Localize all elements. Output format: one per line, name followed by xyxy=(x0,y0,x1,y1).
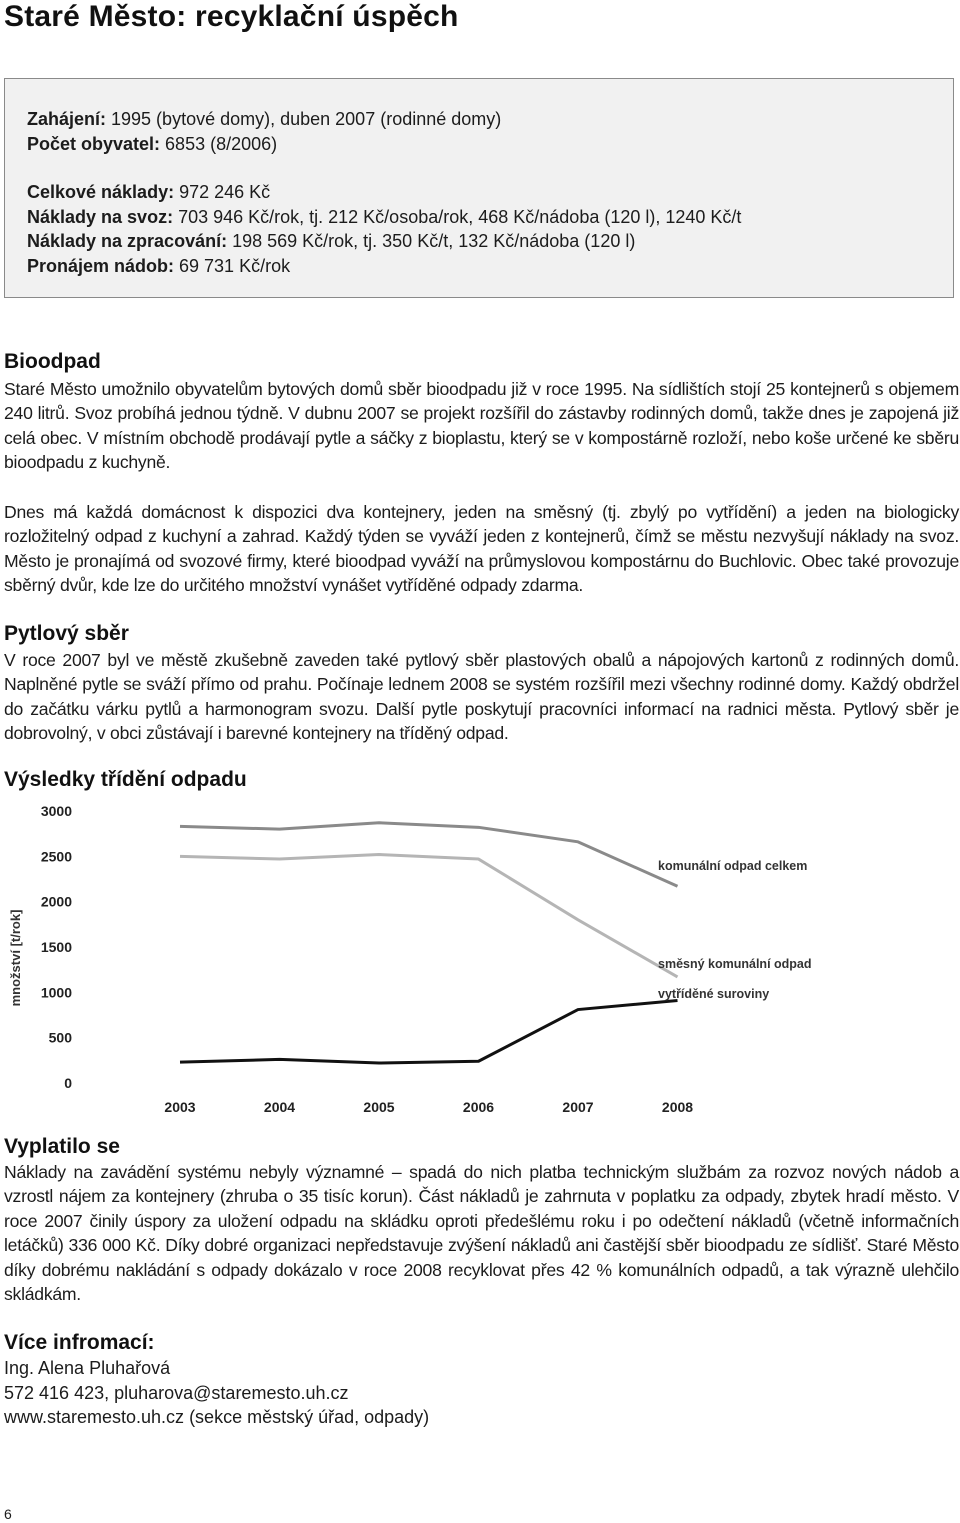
legend-label: směsný komunální odpad xyxy=(658,957,812,971)
y-tick-label: 1000 xyxy=(40,984,72,1001)
info-label: Náklady na zpracování: xyxy=(27,231,228,251)
section-title-bioodpad: Bioodpad xyxy=(4,350,101,373)
y-tick-label: 2500 xyxy=(40,848,72,865)
info-row-collection-cost xyxy=(27,205,741,230)
contact-block xyxy=(4,1356,429,1430)
info-value: 703 946 Kč/rok, tj. 212 Kč/osoba/rok, 468 Kč/nádoba (120 l), 1240 Kč/t xyxy=(173,206,742,227)
x-tick-label: 2006 xyxy=(462,1099,495,1115)
section-title-vysledky: Výsledky třídění odpadu xyxy=(4,768,247,791)
info-value: 69 731 Kč/rok xyxy=(174,255,291,276)
info-label: Celkové náklady: xyxy=(27,182,175,202)
series-line-2 xyxy=(180,855,678,977)
info-label: Pronájem nádob: xyxy=(27,255,175,276)
info-row-processing-cost xyxy=(27,229,635,254)
section-title-pytlovy: Pytlový sběr xyxy=(4,622,129,645)
x-tick-label: 2004 xyxy=(263,1099,296,1115)
y-tick-label: 0 xyxy=(64,1075,72,1091)
y-tick-label: 500 xyxy=(48,1029,72,1046)
contact-name: Ing. Alena Pluhařová xyxy=(4,1358,171,1378)
info-label: Náklady na svoz: xyxy=(27,206,174,227)
paragraph-vyplatilo: Náklady na zavádění systému nebyly významné – spadá do nich platba technickým službám za rozvoz nových nádob a vzrostl nájem za kontejnery (zhruba o 35 tisíc korun). Část nákladů je zahrnuta v poplatku za odpady, zbytek hradí město. V roce 2007 činily úspory za uložení odpadu na skládku oproti předešlému roku i po odečtení nákladů (včetně informačních letáčků) 336 000 Kč. Díky dobré organizaci nepředstavuje zvýšení nákladů ani častější sběr bioodpadu ze sídlišť. Staré Město díky dobrému nakládání s odpady dokázalo v roce 2008 recyklovat přes 42 % komunálních odpadů, a tak výrazně ulehčilo skládkám. xyxy=(4,1162,959,1305)
paragraph-pytlovy: V roce 2007 byl ve městě zkušebně zaveden také pytlový sběr plastových obalů a nápojových kartonů z rodinných domů. Naplněné pytle se sváží přímo od prahu. Počínaje lednem 2008 se systém rozšířil mezi všechny rodinné domy. Každý obdržel do začátku várku pytlů a harmonogram svozu. Další pytle poskytují pracovníci informací na radnici města. Pytlový sběr je dobrovolný, v obci zůstávají i barevné kontejnery na tříděný odpad. xyxy=(4,650,959,744)
info-value: 1995 (bytové domy), duben 2007 (rodinné domy) xyxy=(106,109,502,129)
y-axis-label: množství [t/rok] xyxy=(8,909,23,1007)
y-tick-label: 2000 xyxy=(40,893,72,910)
info-value: 198 569 Kč/rok, tj. 350 Kč/t, 132 Kč/nádoba (120 l) xyxy=(227,231,636,251)
page-number: 6 xyxy=(4,1506,12,1522)
info-row-total-cost xyxy=(27,180,270,205)
info-label: Počet obyvatel: xyxy=(27,133,161,154)
section-title-vyplatilo: Vyplatilo se xyxy=(4,1135,120,1158)
info-row-start xyxy=(27,107,501,132)
x-tick-label: 2003 xyxy=(164,1099,196,1115)
contact-phone-email: 572 416 423, pluharova@staremesto.uh.cz xyxy=(4,1382,349,1403)
contact-website: www.staremesto.uh.cz (sekce městský úřad, odpady) xyxy=(4,1407,430,1427)
series-line-3 xyxy=(180,1000,678,1063)
page-title: Staré Město: recyklační úspěch xyxy=(4,0,459,33)
x-tick-label: 2005 xyxy=(363,1099,395,1115)
paragraph-bioodpad-2: Dnes má každá domácnost k dispozici dva kontejnery, jeden na směsný (tj. zbylý po vytřídění) a jeden na biologicky rozložitelný odpad z kuchyní a zahrad. Každý týden se vyváží jeden z kontejnerů, čímž se městu nezvyšují náklady na svoz. Město je pronajímá od svozové firmy, které bioodpad vyváží na průmyslovou kompostárnu do Buchlovic. Obec také provozuje sběrný dvůr, kde lze do určitého množství vynášet vytříděné odpady zdarma. xyxy=(4,502,959,596)
info-value: 6853 (8/2006) xyxy=(160,133,278,154)
y-tick-label: 3000 xyxy=(40,803,72,819)
y-tick-label: 1500 xyxy=(40,939,72,955)
waste-sorting-chart xyxy=(0,798,960,1128)
info-box xyxy=(4,78,954,298)
info-value: 972 246 Kč xyxy=(174,182,271,202)
info-row-container-rent xyxy=(27,254,290,279)
x-tick-label: 2008 xyxy=(661,1099,694,1115)
paragraph-bioodpad-1: Staré Město umožnilo obyvatelům bytových domů sběr bioodpadu již v roce 1995. Na sídlištích stojí 25 kontejnerů s objemem 240 litrů. Svoz probíhá jednou týdně. V dubnu 2007 se projekt rozšířil do zástavby rodinných domů, takže dnes je zapojená již celá obec. V místním obchodě prodávají pytle a sáčky z bioplastu, který se v kompostárně rozloží, nebo koše určené ke sběru bioodpadu z kuchyně. xyxy=(4,379,959,473)
section-title-kontakt: Více infromací: xyxy=(4,1331,155,1354)
legend-label: komunální odpad celkem xyxy=(658,859,808,873)
series-line-1 xyxy=(180,823,678,886)
legend-label: vytříděné suroviny xyxy=(658,987,770,1001)
info-row-population xyxy=(27,132,277,157)
x-tick-label: 2007 xyxy=(562,1099,594,1115)
info-label: Zahájení: xyxy=(27,109,107,129)
